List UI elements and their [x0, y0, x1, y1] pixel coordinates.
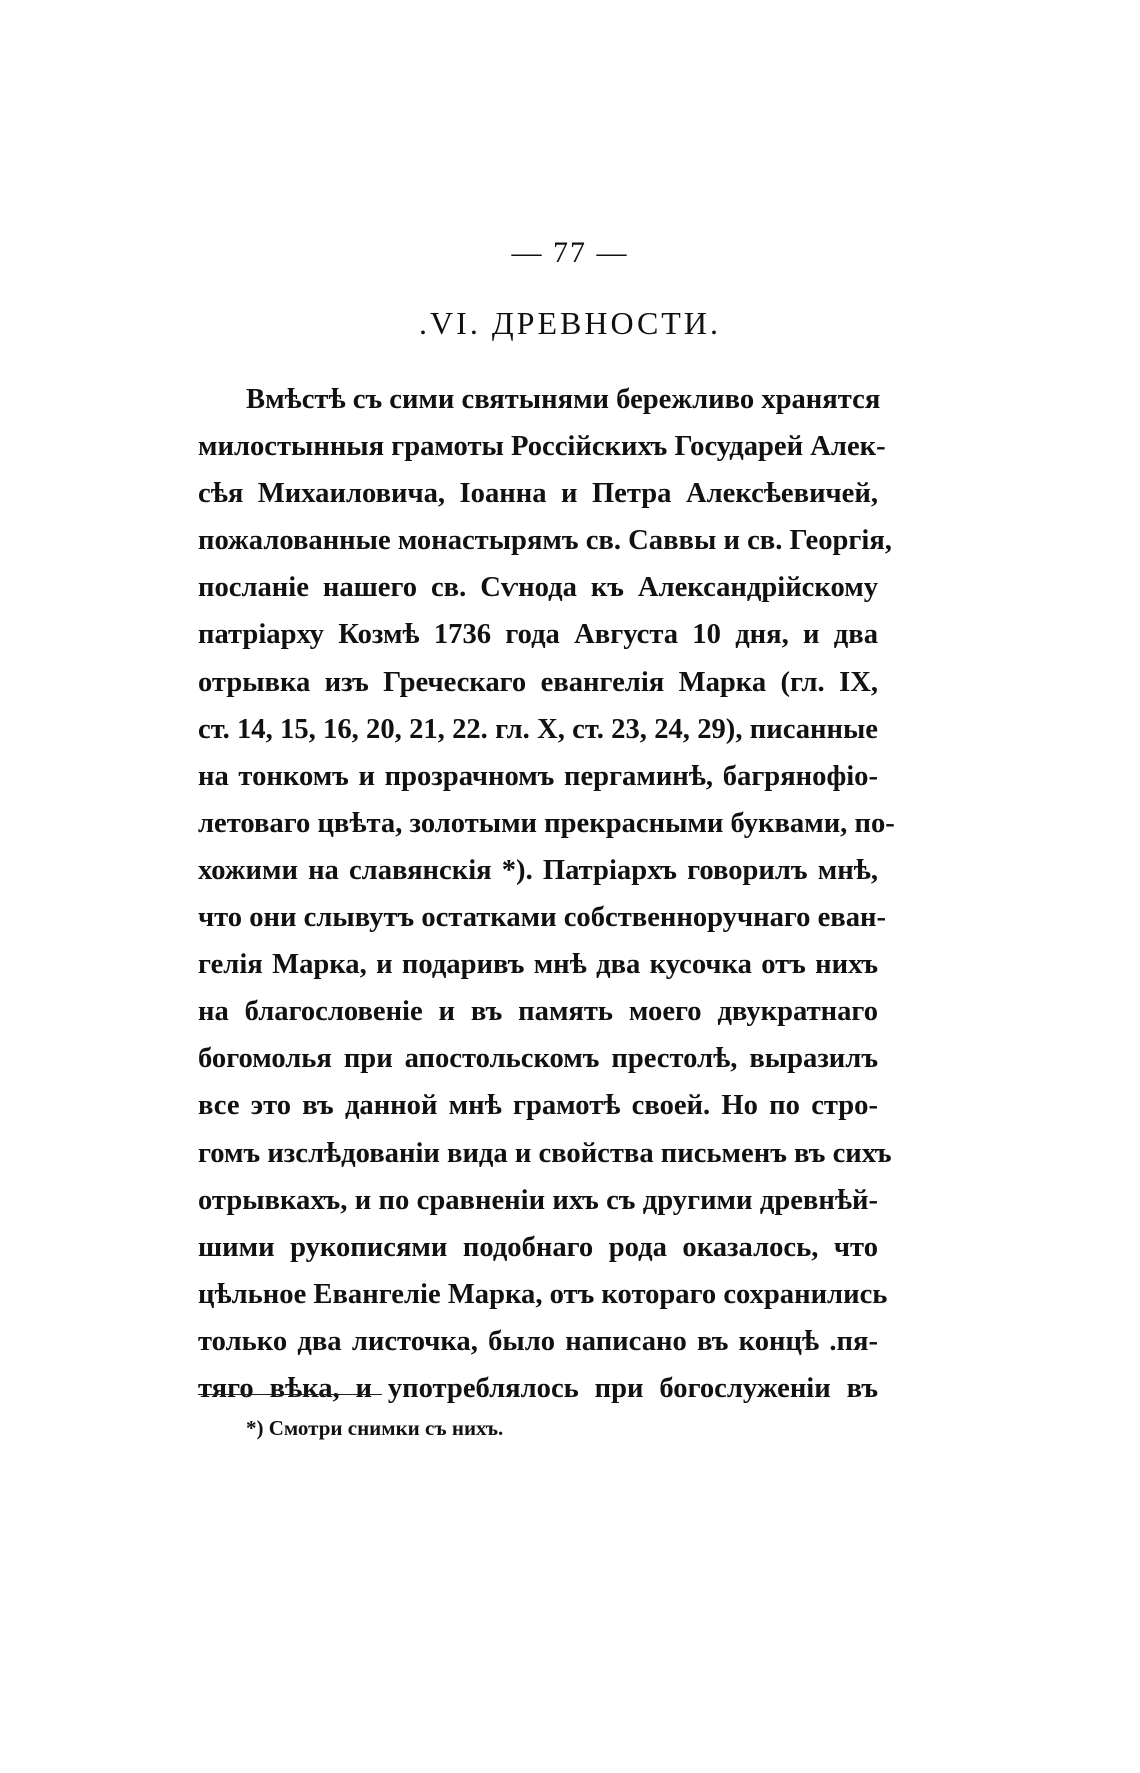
text-line: на тонкомъ и прозрачномъ пергаминѣ, багрянофіо- [198, 760, 878, 792]
text-line: шими рукописями подобнаго рода оказалось, что [198, 1231, 878, 1263]
text-line: отрывка изъ Греческаго евангелія Марка (гл. IX, [198, 666, 878, 698]
text-line: только два листочка, было написано въ концѣ .пя- [198, 1325, 878, 1357]
text-line: пожалованные монастырямъ св. Саввы и св. Георгія, [198, 525, 892, 557]
text-line: ст. 14, 15, 16, 20, 21, 22. гл. X, ст. 23, 24, 29), писанные [198, 713, 878, 745]
text-line: милостынныя грамоты Россійскихъ Государей Алек- [198, 431, 886, 463]
text-line: летоваго цвѣта, золотыми прекрасными буквами, по- [198, 807, 895, 839]
text-line: все это въ данной мнѣ грамотѣ своей. Но по стро- [198, 1090, 878, 1122]
text-line: посланіе нашего св. Сѵнода къ Александрійскому [198, 572, 878, 604]
page-number: — 77 — [511, 236, 629, 269]
footnote: *) Смотри снимки съ нихъ. [246, 1416, 504, 1440]
section-title: .VI. ДРЕВНОСТИ. [419, 305, 721, 341]
text-line: Вмѣстѣ съ сими святынями бережливо хранятся [246, 384, 881, 415]
text-line: что они слывутъ остатками собственноручнаго еван- [198, 902, 887, 934]
footnote-rule [198, 1394, 382, 1395]
text-line: на благословеніе и въ память моего двукратнаго [198, 996, 878, 1028]
text-line: хожими на славянскія *). Патріархъ говорилъ мнѣ, [198, 854, 878, 886]
text-line: патріарху Козмѣ 1736 года Августа 10 дня, и два [198, 619, 878, 651]
text-line: сѣя Михаиловича, Іоанна и Петра Алексѣевичей, [198, 478, 878, 510]
body-text [198, 376, 895, 1412]
text-line: цѣльное Евангеліе Марка, отъ котораго сохранились [198, 1278, 888, 1310]
text-line: отрывкахъ, и по сравненіи ихъ съ другими древнѣй- [198, 1184, 878, 1216]
text-line: гомъ изслѣдованіи вида и свойства письменъ въ сихъ [198, 1137, 892, 1169]
text-line: гелія Марка, и подаривъ мнѣ два кусочка отъ нихъ [198, 949, 878, 981]
text-line: тяго вѣка, и употреблялось при богослуженіи въ [198, 1372, 878, 1404]
text-line: богомолья при апостольскомъ престолѣ, выразилъ [198, 1043, 878, 1075]
